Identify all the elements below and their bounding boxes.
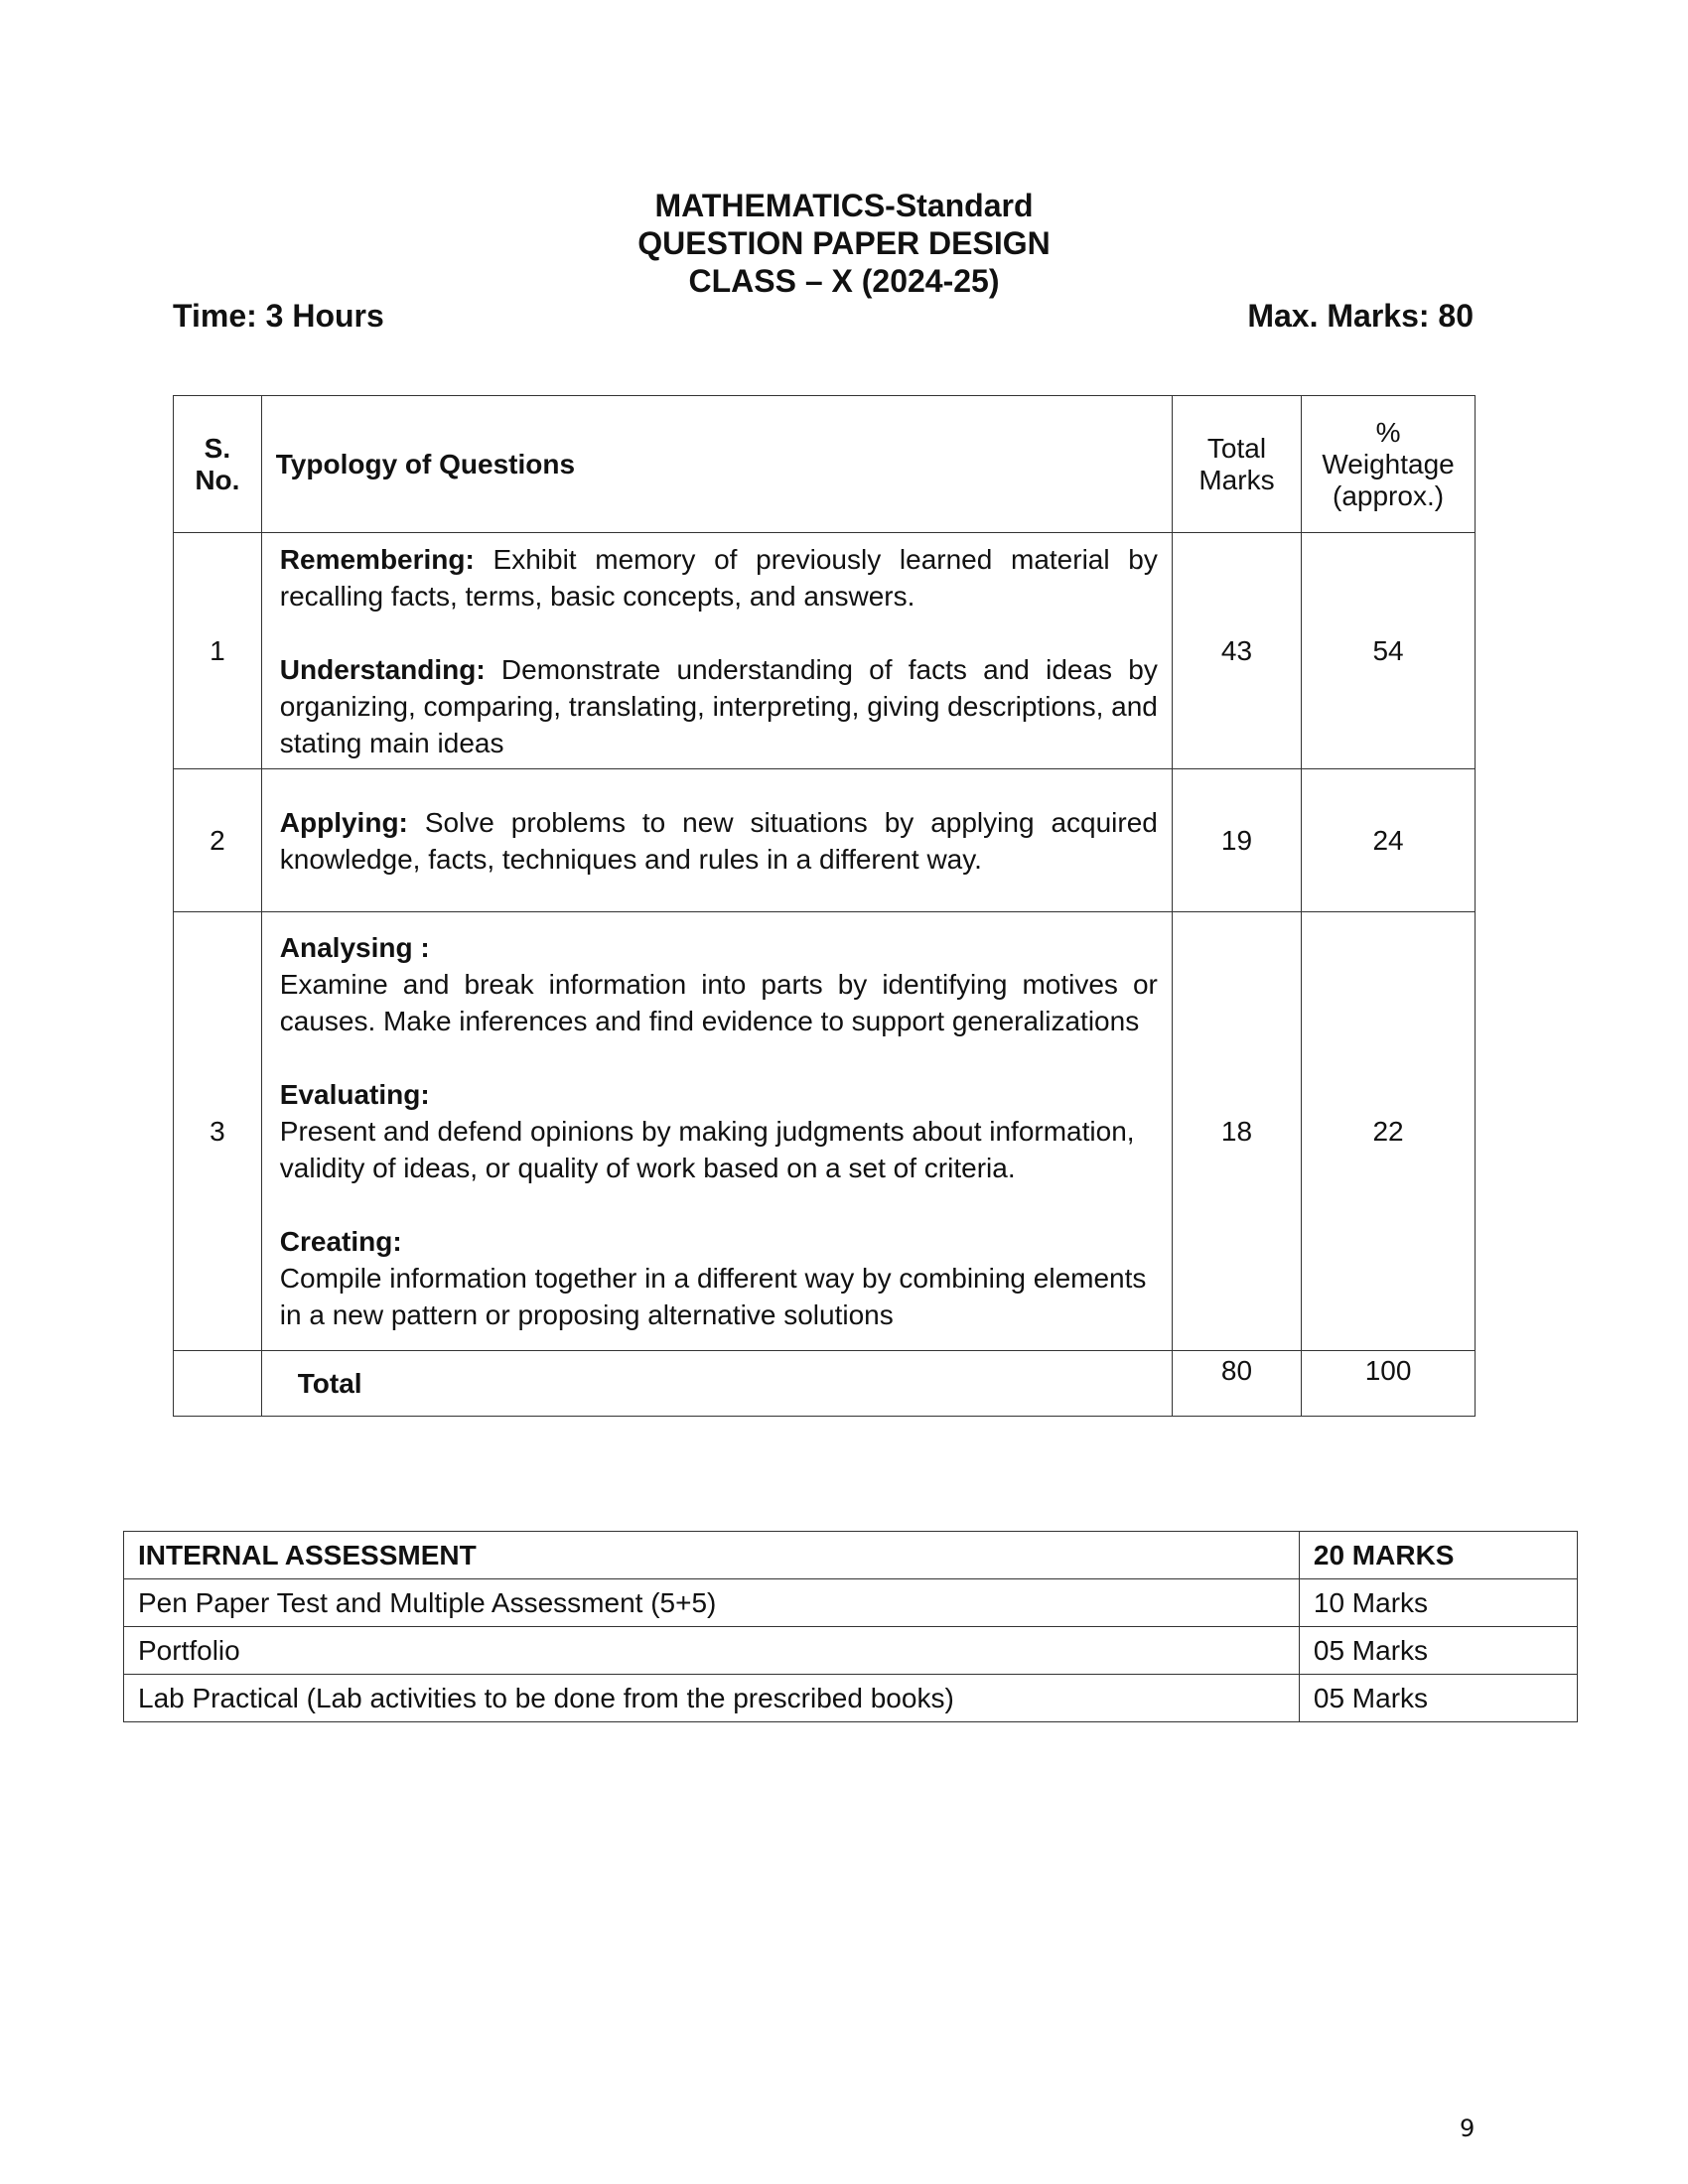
table-row <box>174 533 1476 769</box>
assessment-label: Pen Paper Test and Multiple Assessment (5+5) <box>124 1579 1300 1627</box>
internal-assessment-title: INTERNAL ASSESSMENT <box>124 1532 1300 1579</box>
typology-creating-label: Creating: <box>279 1226 402 1257</box>
typology-creating-text: Compile information together in a different way by combining elements in a new pattern or proposing alternative solutions <box>279 1263 1147 1330</box>
typology-analysing-text: Examine and break information into parts by identifying motives or causes. Make inferences and find evidence to support generalizations <box>279 969 1158 1036</box>
page-number: 9 <box>1460 2115 1476 2142</box>
typology-applying: Applying: Solve problems to new situations by applying acquired knowledge, facts, techniques and rules in a different way. <box>279 806 1158 875</box>
table-header-row <box>174 396 1476 533</box>
total-row-sno <box>174 1351 262 1417</box>
question-paper-design-table <box>173 395 1476 1417</box>
table-row <box>124 1675 1578 1722</box>
typology-understanding: Understanding: Demonstrate understanding of facts and ideas by organizing, comparing, translating, interpreting, giving descriptions, and stating main ideas <box>279 653 1158 758</box>
row-sno: 3 <box>174 912 262 1351</box>
internal-assessment-table <box>123 1531 1578 1722</box>
total-marks-value: 80 <box>1172 1351 1301 1417</box>
table-row <box>174 912 1476 1351</box>
header-typology: Typology of Questions <box>261 396 1172 533</box>
assessment-marks: 05 Marks <box>1299 1627 1577 1675</box>
typology-evaluating-text: Present and defend opinions by making judgments about information, validity of ideas, or quality of work based on a set of criteria. <box>279 1116 1135 1183</box>
class-title: CLASS – X (2024-25) <box>688 263 1000 299</box>
row-total-marks: 19 <box>1172 769 1301 912</box>
row-sno: 1 <box>174 533 262 769</box>
table-row <box>124 1627 1578 1675</box>
header-sno: S. No. <box>174 396 262 533</box>
assessment-marks: 05 Marks <box>1299 1675 1577 1722</box>
document-title: QUESTION PAPER DESIGN <box>637 225 1051 261</box>
row-typology <box>261 912 1172 1351</box>
row-total-marks: 43 <box>1172 533 1301 769</box>
assessment-marks: 10 Marks <box>1299 1579 1577 1627</box>
assessment-label: Lab Practical (Lab activities to be done from the prescribed books) <box>124 1675 1300 1722</box>
total-label: Total <box>261 1351 1172 1417</box>
table-row <box>174 769 1476 912</box>
time-duration: Time: 3 Hours <box>173 298 384 334</box>
row-typology <box>261 769 1172 912</box>
table-row <box>124 1579 1578 1627</box>
row-weightage: 22 <box>1302 912 1476 1351</box>
assessment-label: Portfolio <box>124 1627 1300 1675</box>
internal-assessment-total: 20 MARKS <box>1299 1532 1577 1579</box>
title-block <box>0 187 1688 300</box>
typology-analysing-label: Analysing : <box>279 932 430 963</box>
row-total-marks: 18 <box>1172 912 1301 1351</box>
header-total-marks: Total Marks <box>1172 396 1301 533</box>
row-weightage: 24 <box>1302 769 1476 912</box>
max-marks: Max. Marks: 80 <box>1247 298 1474 334</box>
row-typology <box>261 533 1172 769</box>
typology-evaluating-label: Evaluating: <box>279 1079 430 1110</box>
row-weightage: 54 <box>1302 533 1476 769</box>
internal-assessment-header <box>124 1532 1578 1579</box>
subject-title: MATHEMATICS-Standard <box>654 188 1034 223</box>
row-sno: 2 <box>174 769 262 912</box>
total-weightage-value: 100 <box>1302 1351 1476 1417</box>
total-row <box>174 1351 1476 1417</box>
typology-remembering: Remembering: Exhibit memory of previously learned material by recalling facts, terms, basic concepts, and answers. <box>279 543 1158 612</box>
header-weightage: % Weightage (approx.) <box>1302 396 1476 533</box>
